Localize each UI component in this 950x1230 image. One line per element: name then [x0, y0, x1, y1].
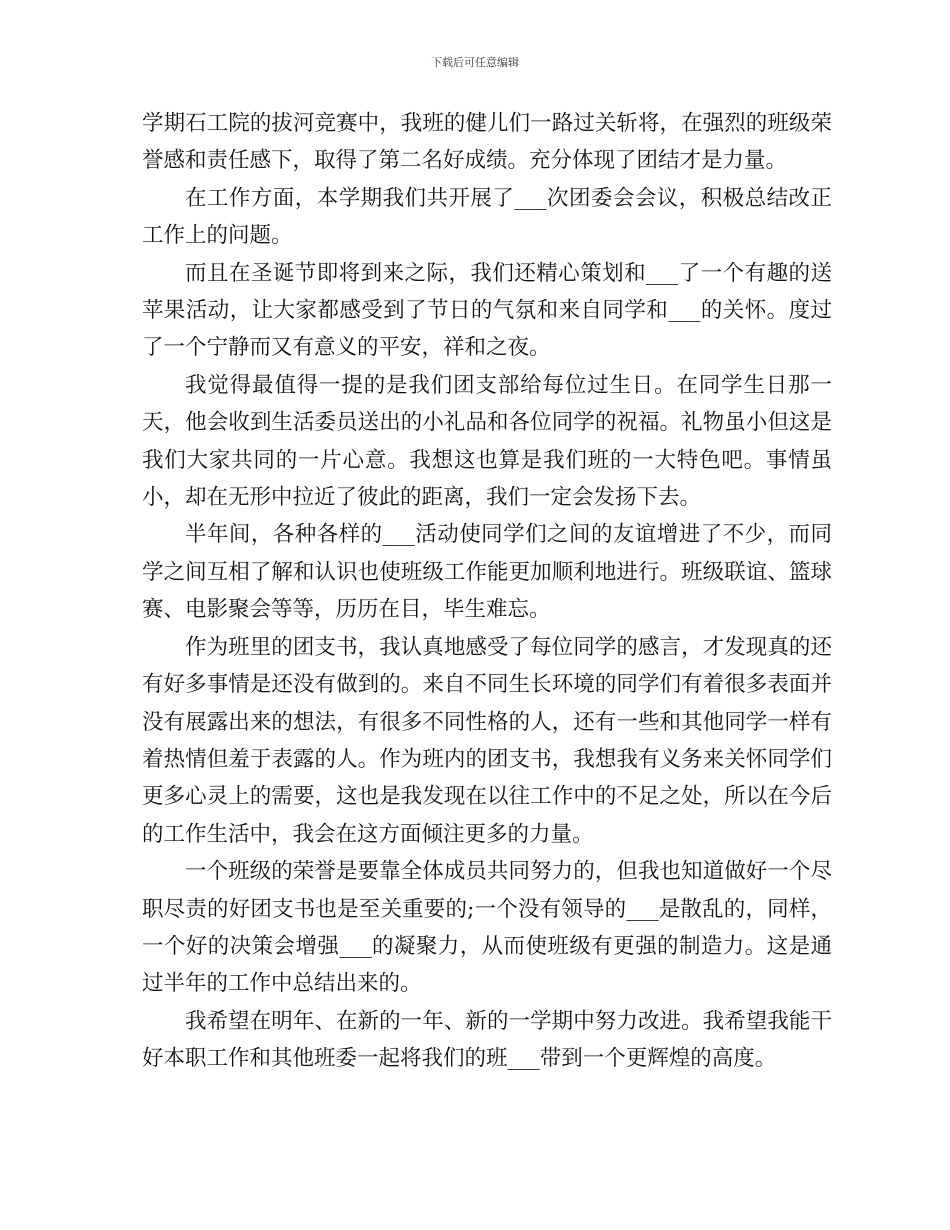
paragraph-work-meetings: 在工作方面，本学期我们共开展了___次团委会会议，积极总结改正工作上的问题。 — [142, 185, 832, 249]
paragraph-reflection: 作为班里的团支书，我认真地感受了每位同学的感言，才发现真的还有好多事情是还没有做到的。来自不同生长环境的同学们有着很多表面并没有展露出来的想法，有很多不同性格的人，还有一些和其他同学一样有着热情但羞于表露的人。作为班内的团支书，我想我有义务来关怀同学们更多心灵上的需要，这也是我发现在以往工作中的不足之处，所以在今后的工作生活中，我会在这方面倾注更多的力量。 — [142, 634, 832, 847]
paragraph-christmas-activity: 而且在圣诞节即将到来之际，我们还精心策划和___了一个有趣的送苹果活动，让大家都感受到了节日的气氛和来自同学和___的关怀。度过了一个宁静而又有意义的平安，祥和之夜。 — [142, 260, 832, 361]
paragraph-hopes: 我希望在明年、在新的一年、新的一学期中努力改进。我希望我能干好本职工作和其他班委一起将我们的班___带到一个更辉煌的高度。 — [142, 1008, 832, 1072]
document-body — [142, 105, 832, 1078]
paragraph-birthdays: 我觉得最值得一提的是我们团支部给每位过生日。在同学生日那一天，他会收到生活委员送出的小礼品和各位同学的祝福。礼物虽小但这是我们大家共同的一片心意。我想这也算是我们班的一大特色吧。事情虽小，却在无形中拉近了彼此的距离，我们一定会发扬下去。 — [142, 372, 832, 511]
page-header: 下载后可任意编辑 — [431, 56, 519, 69]
paragraph-continuation: 学期石工院的拔河竞赛中，我班的健儿们一路过关斩将，在强烈的班级荣誉感和责任感下，取得了第二名好成绩。充分体现了团结才是力量。 — [142, 111, 832, 174]
paragraph-activities: 半年间，各种各样的___活动使同学们之间的友谊增进了不少，而同学之间互相了解和认识也使班级工作能更加顺利地进行。班级联谊、篮球赛、电影聚会等等，历历在目，毕生难忘。 — [142, 522, 832, 623]
paragraph-class-honor: 一个班级的荣誉是要靠全体成员共同努力的，但我也知道做好一个尽职尽责的好团支书也是至关重要的;一个没有领导的___是散乱的，同样，一个好的决策会增强___的凝聚力，从而使班级有更强的制造力。这是通过半年的工作中总结出来的。 — [142, 859, 832, 997]
